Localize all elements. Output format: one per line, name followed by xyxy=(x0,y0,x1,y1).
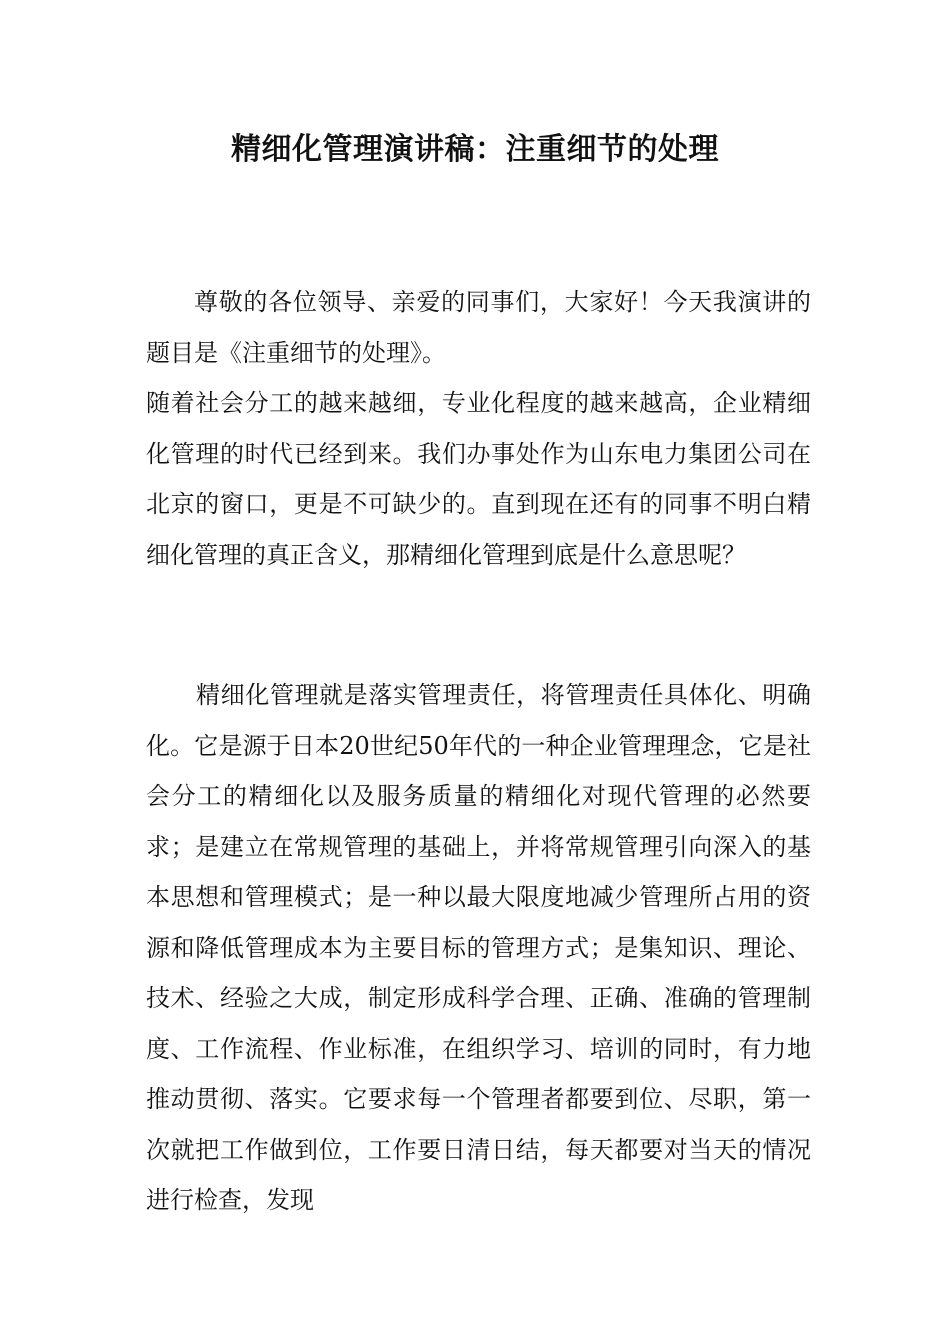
paragraph-intro: 随着社会分工的越来越细，专业化程度的越来越高，企业精细化管理的时代已经到来。我们办事处作为山东电力集团公司在北京的窗口，更是不可缺少的。直到现在还有的同事不明白精细化管理的真正含义，那精细化管理到底是什么意思呢？ xyxy=(146,389,811,569)
body-block-2 xyxy=(146,670,811,1226)
paragraph-definition: 精细化管理就是落实管理责任，将管理责任具体化、明确化。它是源于日本20世纪50年代的一种企业管理理念，它是社会分工的精细化以及服务质量的精细化对现代管理的必然要求；是建立在常规管理的基础上，并将常规管理引向深入的基本思想和管理模式；是一种以最大限度地减少管理所占用的资源和降低管理成本为主要目标的管理方式；是集知识、理论、技术、经验之大成，制定形成科学合理、正确、准确的管理制度、工作流程、作业标准，在组织学习、培训的同时，有力地推动贯彻、落实。它要求每一个管理者都要到位、尽职，第一次就把工作做到位，工作要日清日结，每天都要对当天的情况进行检查，发现 xyxy=(146,681,811,1214)
body-block-1 xyxy=(146,277,811,580)
paragraph-greeting: 尊敬的各位领导、亲爱的同事们，大家好！今天我演讲的题目是《注重细节的处理》。 xyxy=(146,288,811,367)
document-title: 精细化管理演讲稿：注重细节的处理 xyxy=(231,132,719,167)
